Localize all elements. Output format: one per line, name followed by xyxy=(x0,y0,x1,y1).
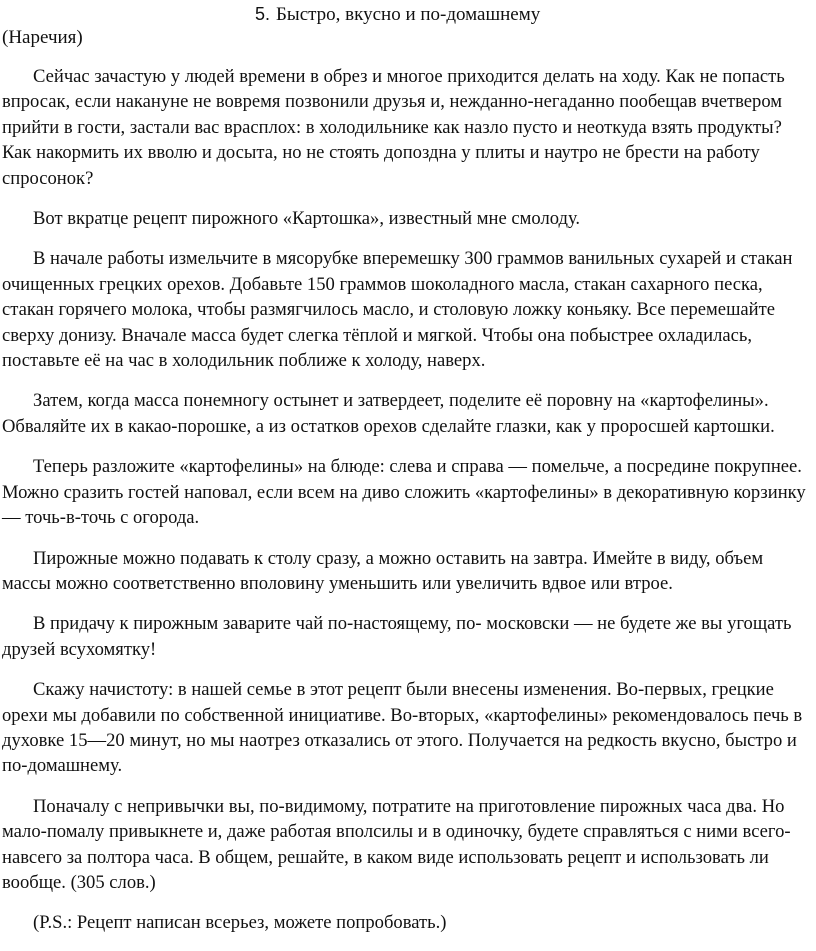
paragraph: Поначалу с непривычки вы, по-видимому, потратите на приготовление пирожных часа два. Но мало-помалу привыкнете и, даже работая вполсилы и в одиночку, будете справляться с ними всего-навсего за полтора часа. В общем, решайте, в каком виде использовать рецепт и использовать ли вообще. (305 слов.) xyxy=(2,795,791,893)
paragraph: Теперь разложите «картофелины» на блюде: слева и справа — помельче, а посредине покрупнее. Можно сразить гостей наповал, если всем на диво сложить «картофелины» в декоративную корзинку — точь-в-точь с огорода. xyxy=(2,456,806,529)
document-subtitle: (Наречия) xyxy=(2,27,83,48)
paragraph: Сейчас зачастую у людей времени в обрез и многое приходится делать на ходу. Как не попасть впросак, если накануне не вовремя позвонили друзья и, нежданно-негаданно пообещав вчетвером прийти в гости, застали вас врасплох: в холодильнике как назло пусто и неоткуда взять продукты? Как накормить их вволю и досыта, но не стоять допоздна у плиты и наутро не брести на работу спросонок? xyxy=(2,66,785,189)
paragraph: В начале работы измельчите в мясорубке вперемешку 300 граммов ванильных сухарей и стакан очищенных грецких орехов. Добавьте 150 граммов шоколадного масла, стакан сахарного песка, стакан горячего молока, чтобы размягчилось масло, и столовую ложку коньяку. Все перемешайте сверху донизу. Вначале масса будет слегка тёплой и мягкой. Чтобы она побыстрее охладилась, поставьте её на час в холодильник поближе к холоду, наверх. xyxy=(2,248,793,372)
paragraph: Вот вкратце рецепт пирожного «Картошка», известный мне смолоду. xyxy=(33,208,581,230)
document-title xyxy=(255,3,540,26)
exercise-number: 5. xyxy=(255,4,271,24)
paragraph: (P.S.: Рецепт написан всерьез, можете попробовать.) xyxy=(33,912,447,934)
paragraph: Пирожные можно подавать к столу сразу, а можно оставить на завтра. Имейте в виду, объем массы можно соответственно вполовину уменьшить или увеличить вдвое или втрое. xyxy=(2,547,764,594)
title-text: Быстро, вкусно и по-домашнему xyxy=(276,4,541,25)
paragraph: Затем, когда масса понемногу остынет и затвердеет, поделите её поровну на «картофелины». Обваляйте их в какао-порошке, а из остатков орехов сделайте глазки, как у проросшей картошки. xyxy=(2,390,775,437)
paragraph: Скажу начистоту: в нашей семье в этот рецепт были внесены изменения. Во-первых, грецкие орехи мы добавили по собственной инициативе. Во-вторых, «картофелины» рекомендовалось печь в духовке 15—20 минут, но мы наотрез отказались от этого. Получается на редкость вкусно, быстро и по-домашнему. xyxy=(2,679,803,777)
document-body xyxy=(2,64,810,951)
paragraph: В придачу к пирожным заварите чай по-настоящему, по- московски — не будете же вы угощать друзей всухомятку! xyxy=(2,613,792,660)
